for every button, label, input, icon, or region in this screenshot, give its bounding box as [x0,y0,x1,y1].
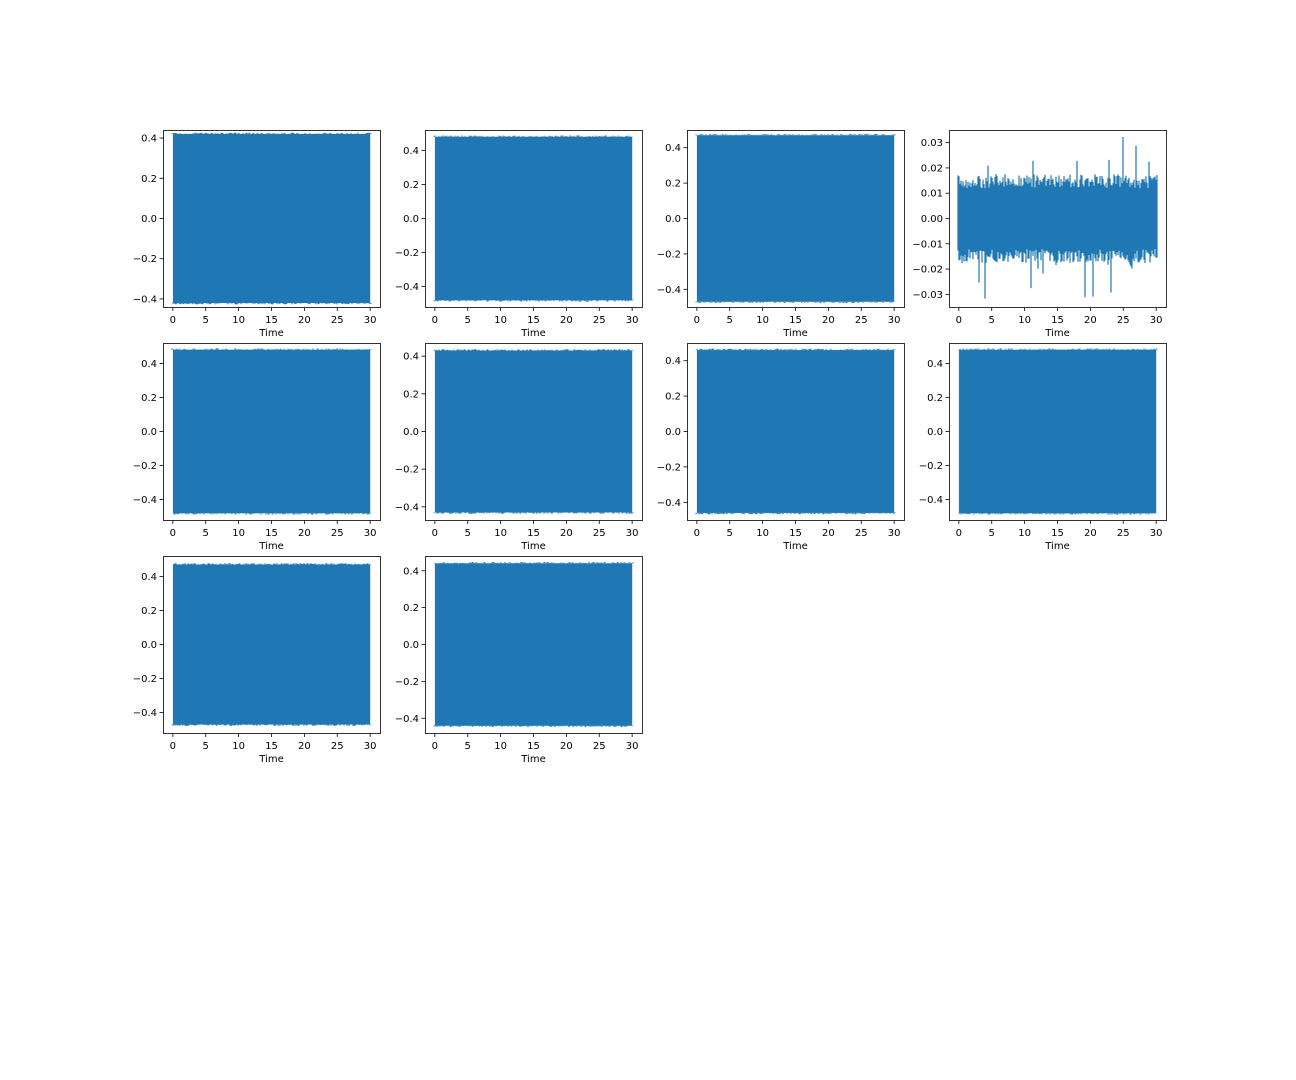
subplot-10-xtick-label: 25 [592,741,606,752]
subplot-5-xtick-label: 10 [232,528,245,539]
subplot-8-xtick-label: 0 [955,528,963,539]
subplot-1-xtick-label: 25 [330,315,344,326]
subplot-7-ytick-label: 0.4 [665,356,681,368]
subplot-9-xtick-label: 0 [169,741,177,752]
subplot-9-xlabel: Time [259,754,284,765]
subplot-4-xtick-label: 25 [1116,315,1130,326]
subplot-9-xtick-label: 30 [363,741,377,752]
subplot-3-ytick-label: 0.4 [665,143,681,155]
subplot-2-xtick-label: 15 [527,315,540,326]
subplot-3-xtick-label: 15 [789,315,802,326]
subplot-6-waveform [434,349,633,514]
subplot-2-ytick-label: 0.4 [403,145,419,157]
subplot-6-xlabel: Time [521,541,546,552]
subplot-9-xtick-label: 15 [265,741,278,752]
subplot-2-xlabel: Time [521,328,546,339]
subplot-5-waveform-fill [173,350,370,513]
subplot-6-xtick-label: 10 [494,528,507,539]
subplot-6-xtick-label: 0 [431,528,439,539]
subplot-10-xtick-label: 5 [464,741,471,752]
subplot-2-xtick-label: 5 [464,315,471,326]
subplot-7-ytick-label: −0.2 [656,462,681,474]
subplot-1-xtick-label: 30 [363,315,377,326]
subplot-4-ytick-label: −0.01 [912,239,943,251]
subplot-5-waveform [172,348,371,514]
subplot-6-xtick-label: 20 [560,528,573,539]
subplot-1-xtick-label: 0 [169,315,177,326]
subplot-8-xtick-label: 20 [1084,528,1097,539]
subplot-6-waveform-fill [435,351,632,513]
subplot-2-waveform [434,135,633,301]
subplot-4-xtick-label: 0 [955,315,963,326]
subplot-5-ytick-label: 0.0 [141,427,157,438]
subplot-1-waveform-fill [173,134,370,303]
subplot-9-ytick-label: −0.2 [132,674,157,686]
subplot-4-ytick-label: −0.03 [912,289,943,301]
subplot-4-ytick-label: 0.00 [920,214,943,225]
subplot-3-waveform-fill [697,135,894,301]
subplot-7-xtick-label: 20 [822,528,835,539]
subplot-7-ytick-label: −0.4 [656,497,681,509]
subplot-8-xtick-label: 25 [1116,528,1130,539]
subplot-3-xlabel: Time [783,328,808,339]
subplot-5-ytick-label: −0.4 [132,495,157,507]
subplot-1-ytick-label: 0.4 [141,133,157,145]
subplot-3-xtick-label: 25 [854,315,868,326]
subplot-9-waveform-fill [173,565,370,725]
subplot-9-ytick-label: 0.2 [141,605,157,617]
subplot-5-ytick-label: 0.2 [141,392,157,404]
subplot-2-xtick-label: 10 [494,315,507,326]
subplot-4-xtick-label: 30 [1149,315,1163,326]
subplot-4-xtick-label: 5 [988,315,995,326]
subplot-9-xtick-label: 25 [330,741,344,752]
subplot-5-ytick-label: 0.4 [141,358,157,370]
subplot-10-xtick-label: 30 [625,741,639,752]
subplot-10-xtick-label: 10 [494,741,507,752]
subplot-3-xtick-label: 20 [822,315,835,326]
subplot-6-ytick-label: −0.4 [394,502,419,514]
subplot-2-ytick-label: −0.4 [394,282,419,294]
subplot-1-ytick-label: −0.4 [132,294,157,306]
subplot-4-ytick-label: 0.03 [920,138,943,150]
subplot-8-waveform [958,348,1157,514]
subplot-10-ytick-label: 0.4 [403,566,419,578]
subplot-8-ytick-label: 0.0 [927,427,943,438]
subplot-6-xtick-label: 25 [592,528,606,539]
subplot-3-ytick-label: 0.2 [665,178,681,190]
subplot-4-xtick-label: 20 [1084,315,1097,326]
subplot-8-xtick-label: 15 [1051,528,1064,539]
subplot-3-ytick-label: 0.0 [665,214,681,225]
subplot-7-ytick-label: 0.0 [665,427,681,438]
subplot-10-xlabel: Time [521,754,546,765]
subplot-4-xtick-label: 10 [1018,315,1031,326]
subplot-1-xtick-label: 15 [265,315,278,326]
subplot-9-waveform [172,563,371,726]
subplot-5-xtick-label: 15 [265,528,278,539]
subplot-8-xtick-label: 5 [988,528,995,539]
subplot-7-xlabel: Time [783,541,808,552]
subplot-1-ytick-label: 0.0 [141,214,157,225]
subplot-10-ytick-label: −0.4 [394,713,419,725]
subplot-9-ytick-label: 0.0 [141,640,157,651]
subplot-2-xtick-label: 0 [431,315,439,326]
subplot-3-xtick-label: 10 [756,315,769,326]
subplot-4-ytick-label: −0.02 [912,264,943,276]
subplot-9-xtick-label: 20 [298,741,311,752]
subplot-2-xtick-label: 25 [592,315,606,326]
subplot-2-waveform-fill [435,137,632,300]
subplot-7-xtick-label: 30 [887,528,901,539]
subplot-8-ytick-label: −0.2 [918,461,943,473]
subplot-3-ytick-label: −0.4 [656,284,681,296]
subplot-7-xtick-label: 25 [854,528,868,539]
subplot-2-ytick-label: 0.2 [403,179,419,191]
subplot-2-xtick-label: 30 [625,315,639,326]
subplot-7-xtick-label: 5 [726,528,733,539]
subplot-10-xtick-label: 15 [527,741,540,752]
subplot-10-xtick-label: 20 [560,741,573,752]
subplot-7-waveform [696,349,895,515]
subplot-4-ytick-label: 0.01 [920,188,943,200]
subplot-6-xtick-label: 5 [464,528,471,539]
subplot-1-xtick-label: 10 [232,315,245,326]
subplot-9-ytick-label: −0.4 [132,708,157,720]
subplot-4-xlabel: Time [1045,328,1070,339]
subplot-6-xtick-label: 15 [527,528,540,539]
subplot-1-xlabel: Time [259,328,284,339]
subplot-1-ytick-label: −0.2 [132,254,157,266]
subplot-2-ytick-label: −0.2 [394,248,419,260]
subplot-3-xtick-label: 0 [693,315,701,326]
subplot-10-waveform [434,562,633,727]
subplot-1-xtick-label: 20 [298,315,311,326]
subplot-3-waveform [696,134,895,303]
subplot-4-ytick-label: 0.02 [920,163,943,175]
subplot-5-xtick-label: 30 [363,528,377,539]
subplot-10-ytick-label: 0.2 [403,603,419,615]
subplot-10-ytick-label: −0.2 [394,676,419,688]
subplot-9-xtick-label: 10 [232,741,245,752]
subplot-5-xtick-label: 5 [202,528,209,539]
subplot-5-ytick-label: −0.2 [132,461,157,473]
subplot-7-waveform-fill [697,350,894,513]
subplot-6-xtick-label: 30 [625,528,639,539]
subplot-5-xtick-label: 20 [298,528,311,539]
subplot-7-xtick-label: 0 [693,528,701,539]
subplot-5-xtick-label: 25 [330,528,344,539]
subplot-10-xtick-label: 0 [431,741,439,752]
subplot-9-xtick-label: 5 [202,741,209,752]
subplot-5-xlabel: Time [259,541,284,552]
subplot-6-ytick-label: −0.2 [394,464,419,476]
subplot-2-xtick-label: 20 [560,315,573,326]
subplot-8-waveform-fill [959,350,1156,513]
subplot-9-ytick-label: 0.4 [141,571,157,583]
subplot-2-ytick-label: 0.0 [403,214,419,225]
subplot-6-ytick-label: 0.2 [403,389,419,401]
subplot-8-xtick-label: 30 [1149,528,1163,539]
subplot-3-xtick-label: 5 [726,315,733,326]
subplot-10-waveform-fill [435,563,632,725]
subplot-1-ytick-label: 0.2 [141,173,157,185]
subplot-7-ytick-label: 0.2 [665,391,681,403]
subplot-6-ytick-label: 0.4 [403,351,419,363]
subplot-1-waveform [172,133,371,305]
subplot-7-xtick-label: 15 [789,528,802,539]
subplot-1-xtick-label: 5 [202,315,209,326]
subplot-8-ytick-label: −0.4 [918,495,943,507]
subplot-3-ytick-label: −0.2 [656,249,681,261]
subplot-8-xtick-label: 10 [1018,528,1031,539]
subplot-8-xlabel: Time [1045,541,1070,552]
subplot-10-ytick-label: 0.0 [403,640,419,651]
subplot-8-ytick-label: 0.2 [927,392,943,404]
subplot-3-xtick-label: 30 [887,315,901,326]
subplot-7-xtick-label: 10 [756,528,769,539]
subplot-5-xtick-label: 0 [169,528,177,539]
subplot-4-xtick-label: 15 [1051,315,1064,326]
subplot-6-ytick-label: 0.0 [403,427,419,438]
subplot-8-ytick-label: 0.4 [927,358,943,370]
